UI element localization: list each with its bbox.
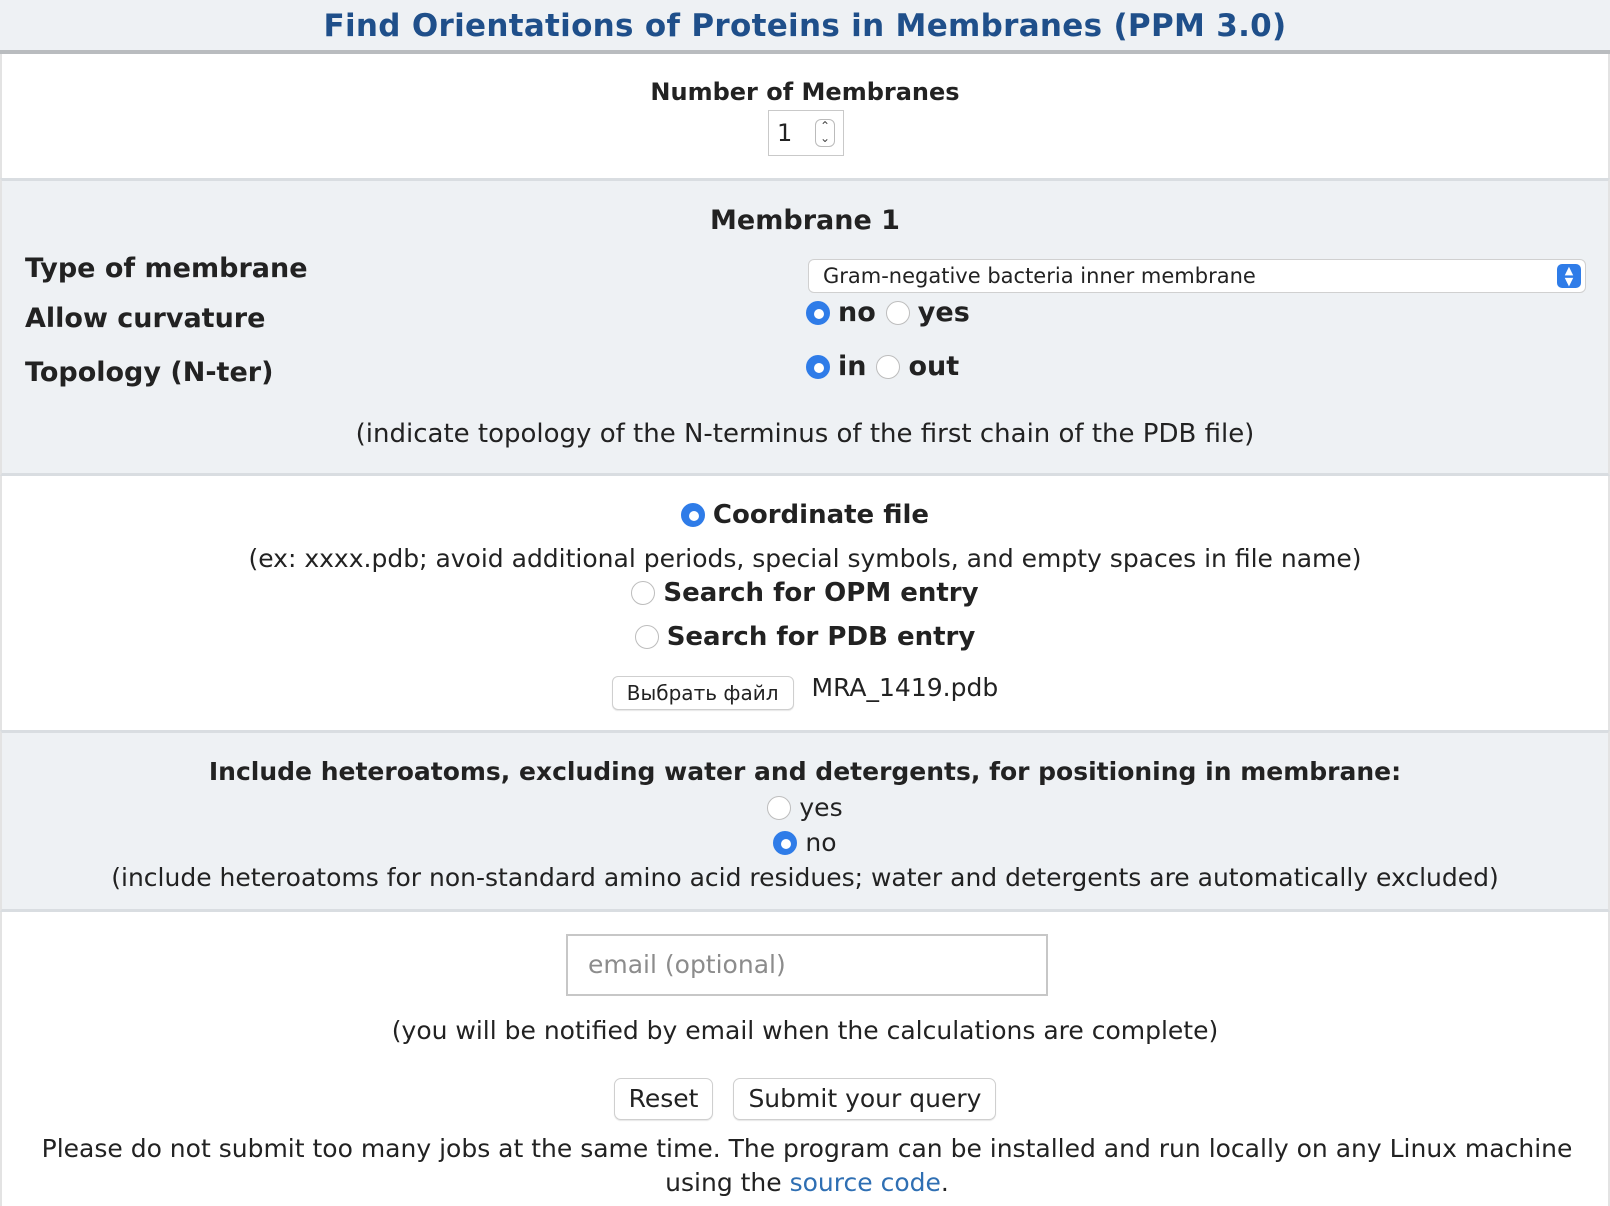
number-of-membranes-value: 1 [777,119,793,147]
email-note: (you will be notified by email when the calculations are complete) [391,1016,1219,1045]
source-code-link[interactable]: source code [789,1168,941,1197]
coordinate-file-label: Coordinate file [712,500,930,530]
reset-button[interactable]: Reset [614,1078,714,1120]
select-arrows-icon: ▲ ▼ [1557,264,1581,288]
allow-curvature-radio-group [806,297,970,328]
heteroatoms-no-option[interactable] [2,828,1608,857]
topology-out-radio[interactable] [876,355,900,379]
curvature-yes-radio[interactable] [886,301,910,325]
type-of-membrane-label: Type of membrane [25,253,308,284]
pdb-entry-radio[interactable] [635,625,659,649]
curvature-no-radio[interactable] [806,301,830,325]
page-header [0,0,1610,54]
heteroatoms-yes-label: yes [799,793,843,822]
number-of-membranes-section [0,54,1610,178]
page-title: Find Orientations of Proteins in Membranes (PPM 3.0) [323,8,1287,44]
pdb-entry-label: Search for PDB entry [666,622,976,652]
topology-in-radio[interactable] [806,355,830,379]
footer-note [22,1132,1592,1200]
type-of-membrane-value: Gram-negative bacteria inner membrane [823,264,1256,288]
submit-button[interactable]: Submit your query [733,1078,996,1120]
coordinate-file-option[interactable] [2,500,1608,530]
opm-entry-radio[interactable] [631,581,655,605]
coordinate-file-radio[interactable] [681,503,705,527]
input-source-section [0,476,1610,730]
heteroatoms-note: (include heteroatoms for non-standard amino acid residues; water and detergents are automatically excluded) [111,863,1499,892]
curvature-no-label: no [838,297,876,328]
email-input[interactable]: email (optional) [566,934,1048,996]
opm-entry-label: Search for OPM entry [663,578,979,608]
chosen-file-name: MRA_1419.pdb [811,672,999,702]
topology-label: Topology (N-ter) [25,357,274,388]
file-chooser-row [2,670,1608,704]
number-of-membranes-stepper[interactable] [768,110,844,156]
number-of-membranes-label: Number of Membranes [650,78,960,106]
heteroatoms-no-radio[interactable] [773,831,797,855]
topology-note: (indicate topology of the N-terminus of the first chain of the PDB file) [355,419,1255,449]
choose-file-button[interactable]: Выбрать файл [612,676,794,710]
heteroatoms-title: Include heteroatoms, excluding water and detergents, for positioning in membrane: [208,757,1402,786]
topology-in-label: in [838,351,867,382]
footer-period: . [940,1168,949,1197]
stepper-arrows-icon[interactable]: ⌃ ⌄ [815,119,835,147]
heteroatoms-yes-radio[interactable] [767,796,791,820]
email-and-submit-section [0,912,1610,1206]
opm-entry-option[interactable] [2,578,1608,608]
allow-curvature-label: Allow curvature [25,303,266,334]
topology-radio-group [806,351,959,382]
type-of-membrane-select[interactable] [808,259,1586,293]
membrane-title: Membrane 1 [710,205,900,236]
heteroatoms-no-label: no [805,828,837,857]
heteroatoms-yes-option[interactable] [2,793,1608,822]
form-buttons [2,1078,1608,1120]
pdb-entry-option[interactable] [2,622,1608,652]
coordinate-file-note: (ex: xxxx.pdb; avoid additional periods, special symbols, and empty spaces in file name) [248,544,1362,573]
heteroatoms-section [0,730,1610,912]
membrane-1-section [0,178,1610,476]
curvature-yes-label: yes [917,297,970,328]
topology-out-label: out [908,351,960,382]
footer-text: Please do not submit too many jobs at the same time. The program can be installed and run locally on any Linux machine using the [41,1134,1573,1197]
